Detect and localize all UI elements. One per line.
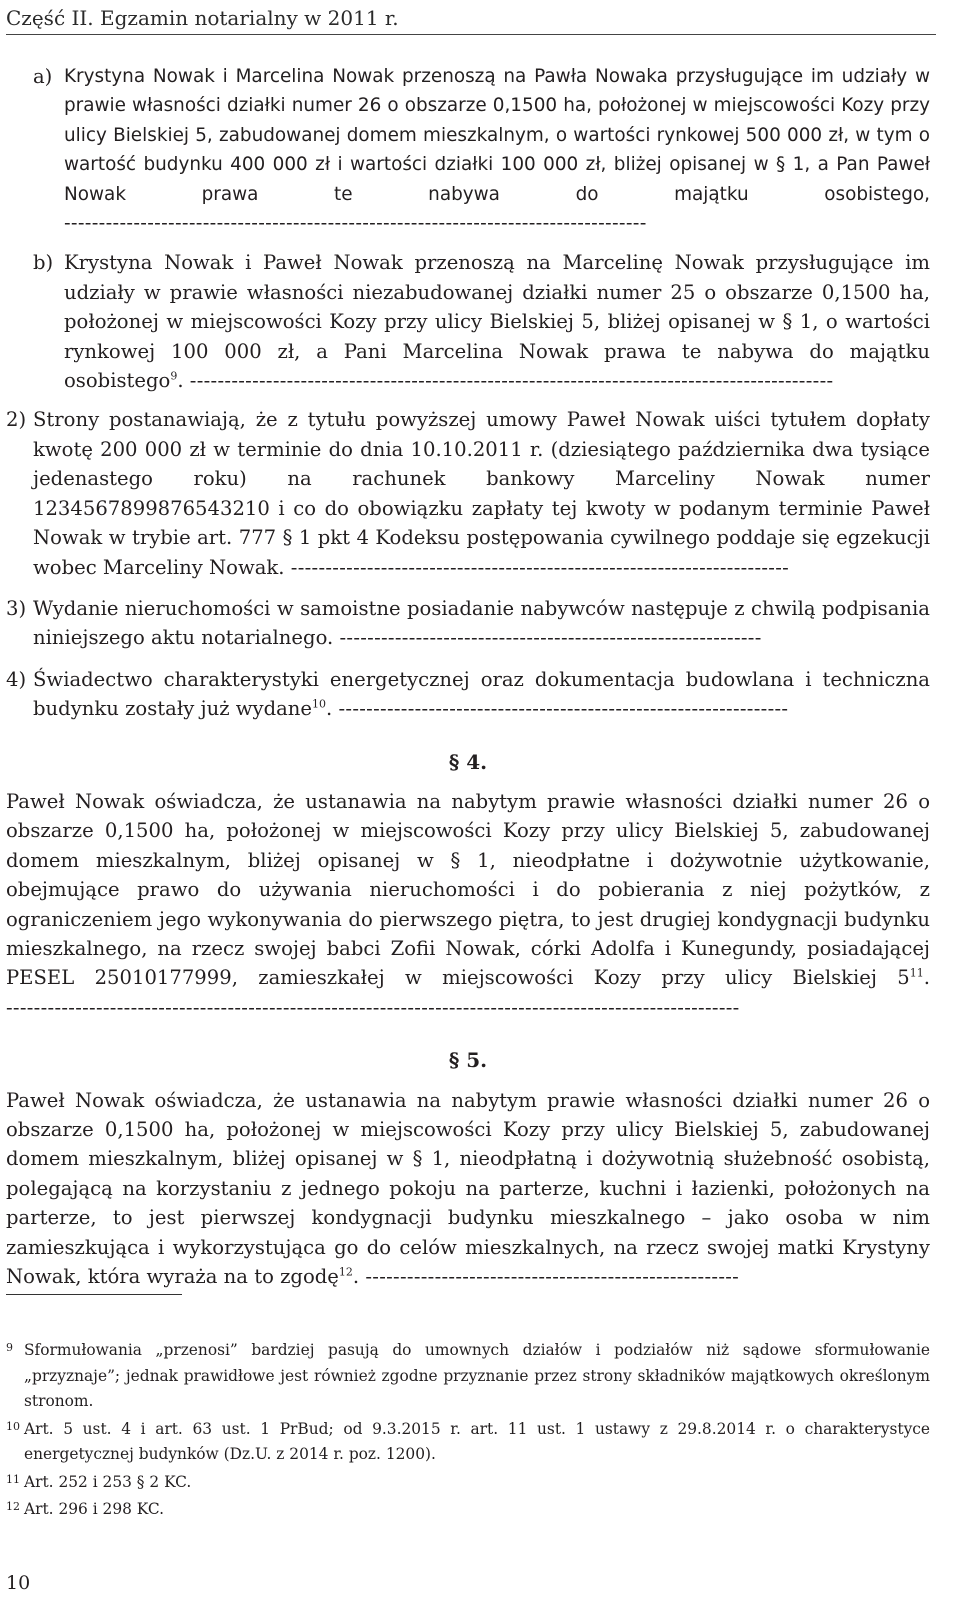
list-item-2 bbox=[6, 405, 930, 581]
item-2-text: Strony postanawiają, że z tytułu powyższej umowy Paweł Nowak uiści tytułem dopłaty kwotę 200 000 zł w terminie do dnia 10.10.2011 r. (dziesiątego października dwa tysiące jedenastego roku) na rachunek bankowy Marceliny Nowak numer 1234567899876543210 i co do obowiązku zapłaty tej kwoty w podanym terminie Paweł Nowak w trybie art. 777 § 1 pkt 4 Kodeksu postępowania cywilnego poddaje się egzekucji wobec Marceliny Nowak. bbox=[33, 408, 930, 579]
page-number: 10 bbox=[6, 1572, 31, 1594]
section-heading-4: § 4. bbox=[448, 749, 488, 774]
footnote-text: Art. 5 ust. 4 i art. 63 ust. 1 PrBud; od 9.3.2015 r. art. 11 ust. 1 ustawy z 29.8.2014 r. o charakterystyce energetycznej budynków (Dz.U. z 2014 r. poz. 1200). bbox=[24, 1419, 930, 1463]
item-3-text: Wydanie nieruchomości w samoistne posiadanie nabywców następuje z chwilą podpisania niniejszego aktu notarialnego. bbox=[33, 596, 930, 650]
footnote-ref[interactable]: 10 bbox=[312, 697, 327, 711]
list-item-3 bbox=[6, 594, 930, 653]
item-text bbox=[33, 405, 930, 581]
footnote-ref[interactable]: 9 bbox=[170, 369, 178, 383]
section-4-text: Paweł Nowak oświadcza, że ustanawia na nabytym prawie własności działki numer 26 o obszarze 0,1500 ha, położonej w miejscowości Kozy przy ulicy Bielskiej 5, zabudowanej domem mieszkalnym, bliżej opisanej w § 1, nieodpłatne i dożywotnie użytkowanie, obejmujące prawo do używania nieruchomości i do pobierania z niej pożytków, z ograniczeniem jego wykonywania do pierwszego piętra, to jest drugiej kondygnacji budynku mieszkalnego, na rzecz swojej babci Zofii Nowak, córki Adolfa i Kunegundy, posiadającej PESEL 25010177999, zamieszkałej w miejscowości Kozy przy ulicy Bielskiej 5 bbox=[6, 789, 930, 990]
item-4-text: Świadectwo charakterystyki energetycznej oraz dokumentacja budowlana i techniczna budynku zostały już wydane bbox=[33, 667, 930, 721]
dash-filler: ------------------------------------------------------ bbox=[365, 1265, 740, 1289]
footnote-ref[interactable]: 11 bbox=[909, 966, 924, 980]
item-text bbox=[64, 62, 930, 238]
dash-filler: ---------------------------------------------------------------------------------------------------------- bbox=[6, 995, 740, 1019]
list-item-b bbox=[33, 248, 930, 395]
section-4-paragraph bbox=[6, 787, 930, 1022]
running-header bbox=[6, 4, 936, 35]
footnote-separator bbox=[6, 1294, 182, 1295]
dash-filler: ------------------------------------------------------------------------ bbox=[290, 555, 790, 579]
item-text bbox=[33, 665, 930, 724]
list-item-a bbox=[33, 62, 930, 238]
punct: . bbox=[326, 697, 333, 721]
item-text bbox=[33, 594, 930, 653]
item-label: 2) bbox=[6, 408, 27, 432]
punct: . bbox=[352, 1265, 360, 1289]
item-b-text: Krystyna Nowak i Paweł Nowak przenoszą na Marcelinę Nowak przysługujące im udziały w prawie własności niezabudowanej działki numer 25 o obszarze 0,1500 ha, położonej w miejscowości Kozy przy ulicy Bielskiej 5, bliżej opisanej w § 1, o wartości rynkowej 100 000 zł, a Pani Marcelina Nowak prawa te nabywa do majątku osobistego bbox=[64, 251, 930, 393]
dash-filler: --------------------------------------------------------------------------------------------- bbox=[189, 369, 834, 393]
punct: . bbox=[177, 369, 184, 393]
footnote-ref[interactable]: 12 bbox=[338, 1265, 353, 1279]
item-text bbox=[64, 248, 930, 395]
dash-filler: ------------------------------------------------------------- bbox=[339, 626, 762, 650]
item-label: a) bbox=[33, 65, 53, 88]
footnotes bbox=[6, 1338, 930, 1525]
footnote bbox=[6, 1417, 930, 1468]
section-heading-5: § 5. bbox=[448, 1048, 488, 1073]
footnote-number: 9 bbox=[6, 1341, 13, 1354]
footnote-text: Sformułowania „przenosi” bardziej pasują do umownych działów i podziałów niż sądowe sformułowanie „przyznaje”; jednak prawidłowe jest również zgodne przyznanie przez strony składników majątkowych określonym stronom. bbox=[24, 1341, 930, 1410]
item-label: b) bbox=[33, 251, 54, 275]
footnote bbox=[6, 1338, 930, 1415]
footnote bbox=[6, 1497, 930, 1523]
punct: . bbox=[923, 966, 930, 990]
list-item-4 bbox=[6, 665, 930, 724]
footnote-text: Art. 296 i 298 KC. bbox=[24, 1500, 164, 1518]
footnote-text: Art. 252 i 253 § 2 KC. bbox=[24, 1472, 192, 1491]
main-content bbox=[6, 62, 930, 1291]
footnote bbox=[6, 1470, 930, 1496]
footnote-number: 11 bbox=[6, 1472, 20, 1486]
section-5-text: Paweł Nowak oświadcza, że ustanawia na nabytym prawie własności działki numer 26 o obszarze 0,1500 ha, położonej w miejscowości Kozy przy ulicy Bielskiej 5, zabudowanej domem mieszkalnym, bliżej opisanej w § 1, nieodpłatną i dożywotnią służebność osobistą, polegającą na korzystaniu z jednego pokoju na parterze, kuchni i łazienki, położonych na parterze, to jest pierwszej kondygnacji budynku mieszkalnego – jako osoba w nim zamieszkująca i wykorzystująca go do celów mieszkalnych, na rzecz swojej matki Krystyny Nowak, która wyraża na to zgodę bbox=[6, 1088, 930, 1289]
item-label: 4) bbox=[6, 667, 27, 691]
footnote-number: 10 bbox=[6, 1419, 20, 1433]
item-a-text: Krystyna Nowak i Marcelina Nowak przenoszą na Pawła Nowaka przysługujące im udziały w prawie własności działki numer 26 o obszarze 0,1500 ha, położonej w miejscowości Kozy przy ulicy Bielskiej 5, zabudowanej domem mieszkalnym, o wartości rynkowej 500 000 zł, w tym o wartość budynku 400 000 zł i wartości działki 100 000 zł, bliżej opisanej w § 1, a Pan Paweł Nowak prawa te nabywa do majątku osobistego, bbox=[64, 66, 930, 205]
running-header-title: Część II. Egzamin notarialny w 2011 r. bbox=[6, 6, 399, 30]
dash-filler: ------------------------------------------------------------------------------------ bbox=[64, 213, 647, 235]
section-5-paragraph bbox=[6, 1086, 930, 1292]
item-label: 3) bbox=[6, 596, 27, 620]
dash-filler: ----------------------------------------------------------------- bbox=[338, 697, 789, 721]
footnote-number: 12 bbox=[6, 1500, 20, 1513]
